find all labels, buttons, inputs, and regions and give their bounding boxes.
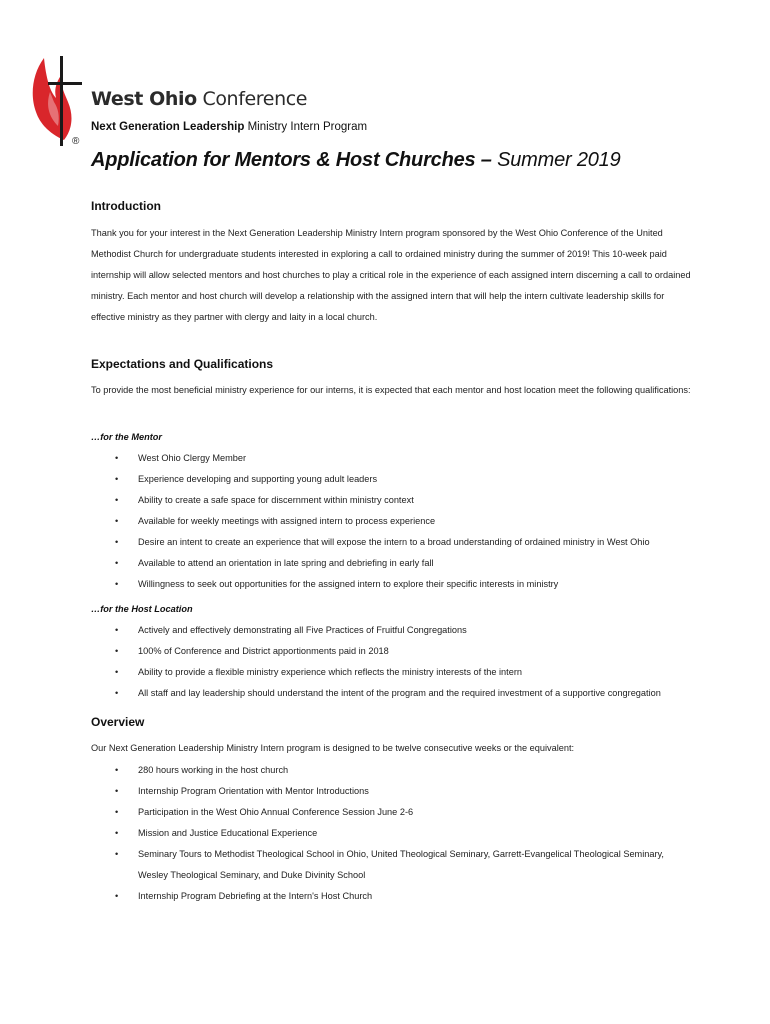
list-item bbox=[91, 886, 691, 907]
document-title bbox=[91, 149, 621, 172]
list-item-text: Available to attend an orientation in late spring and debriefing in early fall bbox=[138, 558, 434, 568]
bullet: • bbox=[115, 849, 119, 859]
bullet: • bbox=[115, 495, 119, 505]
list-item bbox=[91, 641, 691, 662]
bullet: • bbox=[115, 537, 119, 547]
bullet: • bbox=[115, 646, 119, 656]
list-item-text: 280 hours working in the host church bbox=[138, 765, 289, 775]
bullet: • bbox=[115, 453, 119, 463]
list-item bbox=[91, 844, 691, 886]
list-item bbox=[91, 532, 691, 553]
bullet: • bbox=[115, 579, 119, 589]
overview-list bbox=[91, 760, 691, 907]
list-item bbox=[91, 490, 691, 511]
list-item bbox=[91, 760, 691, 781]
mentor-list bbox=[91, 448, 691, 595]
list-item-text: 100% of Conference and District apportionments paid in 2018 bbox=[138, 646, 389, 656]
cross-vertical bbox=[60, 56, 63, 146]
list-item bbox=[91, 574, 691, 595]
bullet: • bbox=[115, 891, 119, 901]
list-item-text: Actively and effectively demonstrating all Five Practices of Fruitful Congregations bbox=[138, 625, 467, 635]
cross-horizontal bbox=[48, 82, 82, 85]
bullet: • bbox=[115, 828, 119, 838]
mentor-subheading: …for the Mentor bbox=[91, 432, 162, 442]
intro-heading: Introduction bbox=[91, 199, 161, 213]
list-item-text: Willingness to seek out opportunities for the assigned intern to explore their specific interests in ministry bbox=[138, 579, 559, 589]
program-name-bold: Next Generation Leadership bbox=[91, 121, 245, 133]
cross-flame-icon bbox=[30, 52, 92, 158]
overview-heading: Overview bbox=[91, 715, 145, 729]
expectations-paragraph: To provide the most beneficial ministry experience for our interns, it is expected that each mentor and host location meet the following qualifications: bbox=[91, 385, 691, 395]
list-item-text: Desire an intent to create an experience that will expose the intern to a broad understanding of ordained ministry in West Ohio bbox=[138, 537, 650, 547]
list-item bbox=[91, 662, 691, 683]
registered-mark: ® bbox=[72, 136, 80, 147]
bullet: • bbox=[115, 765, 119, 775]
list-item bbox=[91, 448, 691, 469]
intro-paragraph: Thank you for your interest in the Next Generation Leadership Ministry Intern program sponsored by the West Ohio Conference of the United Methodist Church for undergraduate students interested in exploring a call to ordained ministry during the summer of 2019! This 10-week paid internship will allow selected mentors and host churches to play a critical role in the experience of each assigned intern discerning a call to ordained ministry. Each mentor and host church will develop a relationship with the assigned intern that will help the intern cultivate leadership skills for effective ministry as they partner with clergy and laity in a local church. bbox=[91, 228, 691, 322]
cross-and-flame-logo bbox=[30, 52, 92, 158]
list-item bbox=[91, 823, 691, 844]
list-item bbox=[91, 553, 691, 574]
list-item bbox=[91, 802, 691, 823]
expectations-heading: Expectations and Qualifications bbox=[91, 357, 274, 371]
overview-paragraph: Our Next Generation Leadership Ministry Intern program is designed to be twelve consecutive weeks or the equivalent: bbox=[91, 743, 575, 753]
list-item-text: Available for weekly meetings with assigned intern to process experience bbox=[138, 516, 436, 526]
list-item-text: Internship Program Orientation with Mentor Introductions bbox=[138, 786, 369, 796]
list-item-text: Ability to provide a flexible ministry experience which reflects the ministry interests of the intern bbox=[138, 667, 522, 677]
list-item-text: Seminary Tours to Methodist Theological School in Ohio, United Theological Seminary, Garrett-Evangelical Theological Seminary, Wesley Theological Seminary, and Duke Divinity School bbox=[138, 849, 664, 880]
host-subheading: …for the Host Location bbox=[91, 604, 193, 614]
org-name-light: Conference bbox=[202, 88, 308, 110]
list-item-text: Internship Program Debriefing at the Intern's Host Church bbox=[138, 891, 373, 901]
bullet: • bbox=[115, 786, 119, 796]
list-item bbox=[91, 469, 691, 490]
program-name bbox=[91, 121, 367, 133]
list-item bbox=[91, 620, 691, 641]
bullet: • bbox=[115, 667, 119, 677]
list-item-text: Mission and Justice Educational Experience bbox=[138, 828, 318, 838]
program-name-rest: Ministry Intern Program bbox=[244, 121, 368, 133]
list-item bbox=[91, 781, 691, 802]
bullet: • bbox=[115, 558, 119, 568]
list-item-text: Experience developing and supporting young adult leaders bbox=[138, 474, 378, 484]
list-item-text: Participation in the West Ohio Annual Conference Session June 2-6 bbox=[138, 807, 414, 817]
bullet: • bbox=[115, 688, 119, 698]
bullet: • bbox=[115, 516, 119, 526]
document-title-bold: Application for Mentors & Host Churches – bbox=[91, 149, 492, 171]
bullet: • bbox=[115, 474, 119, 484]
list-item-text: West Ohio Clergy Member bbox=[138, 453, 247, 463]
list-item bbox=[91, 511, 691, 532]
org-name-bold: West Ohio bbox=[91, 88, 197, 110]
list-item-text: Ability to create a safe space for discernment within ministry context bbox=[138, 495, 414, 505]
document-title-rest: Summer 2019 bbox=[491, 149, 621, 171]
list-item bbox=[91, 683, 691, 704]
host-list bbox=[91, 620, 691, 704]
bullet: • bbox=[115, 807, 119, 817]
organization-name bbox=[91, 88, 307, 110]
bullet: • bbox=[115, 625, 119, 635]
list-item-text: All staff and lay leadership should understand the intent of the program and the required investment of a supportive congregation bbox=[138, 688, 661, 698]
